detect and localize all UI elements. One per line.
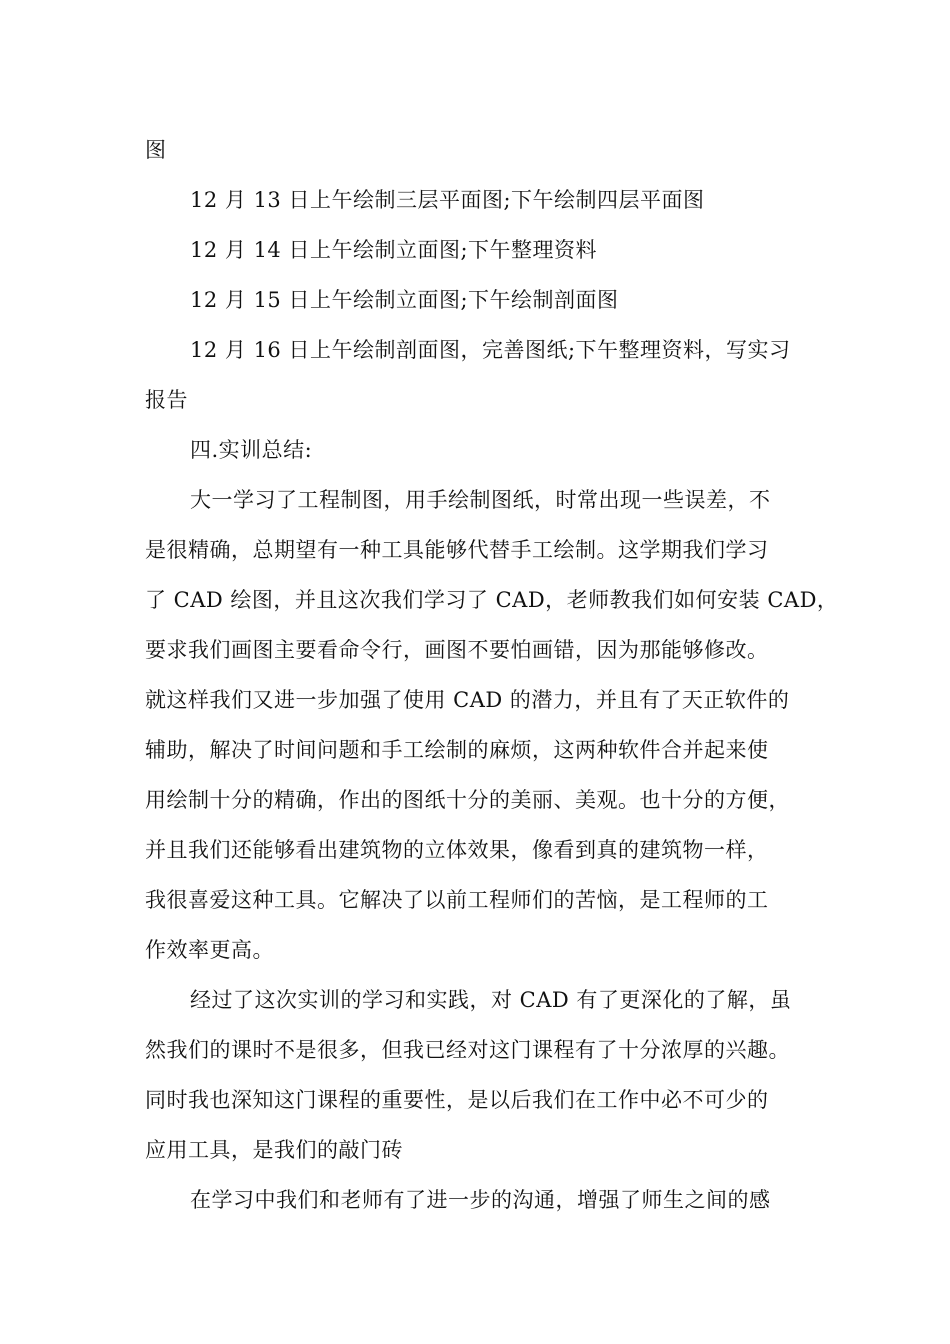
paragraph-1-line-9: 我很喜爱这种工具。它解决了以前工程师们的苦恼，是工程师的工: [145, 888, 769, 912]
paragraph-2-line-2: 然我们的课时不是很多，但我已经对这门课程有了十分浓厚的兴趣。: [145, 1038, 790, 1062]
paragraph-1-line-6: 辅助，解决了时间问题和手工绘制的麻烦，这两种软件合并起来使: [145, 738, 769, 762]
paragraph-1-line-2: 是很精确，总期望有一种工具能够代替手工绘制。这学期我们学习: [145, 538, 769, 562]
schedule-line-dec16-continued: 报告: [145, 388, 188, 412]
paragraph-1-line-3: 了 CAD 绘图，并且这次我们学习了 CAD，老师教我们如何安装 CAD，: [145, 588, 839, 612]
schedule-line-dec15: 12 月 15 日上午绘制立面图;下午绘制剖面图: [190, 288, 619, 312]
paragraph-1-line-7: 用绘制十分的精确，作出的图纸十分的美丽、美观。也十分的方便，: [145, 788, 790, 812]
paragraph-1-line-1: 大一学习了工程制图，用手绘制图纸，时常出现一些误差，不: [190, 488, 771, 512]
paragraph-2-line-1: 经过了这次实训的学习和实践，对 CAD 有了更深化的了解，虽: [190, 988, 792, 1012]
paragraph-2-line-4: 应用工具，是我们的敲门砖: [145, 1138, 403, 1162]
paragraph-1-line-10: 作效率更高。: [145, 938, 274, 962]
paragraph-3-line-1: 在学习中我们和老师有了进一步的沟通，增强了师生之间的感: [190, 1188, 771, 1212]
schedule-line-dec16: 12 月 16 日上午绘制剖面图，完善图纸;下午整理资料，写实习: [190, 338, 791, 362]
section-heading-summary: 四.实训总结:: [190, 438, 313, 462]
paragraph-2-line-3: 同时我也深知这门课程的重要性，是以后我们在工作中必不可少的: [145, 1088, 769, 1112]
schedule-line-dec14: 12 月 14 日上午绘制立面图;下午整理资料: [190, 238, 598, 262]
schedule-line-dec13: 12 月 13 日上午绘制三层平面图;下午绘制四层平面图: [190, 188, 705, 212]
paragraph-1-line-4: 要求我们画图主要看命令行，画图不要怕画错，因为那能够修改。: [145, 638, 769, 662]
paragraph-1-line-5: 就这样我们又进一步加强了使用 CAD 的潜力，并且有了天正软件的: [145, 688, 790, 712]
text-line-fragment: 图: [145, 138, 167, 162]
paragraph-1-line-8: 并且我们还能够看出建筑物的立体效果，像看到真的建筑物一样，: [145, 838, 769, 862]
